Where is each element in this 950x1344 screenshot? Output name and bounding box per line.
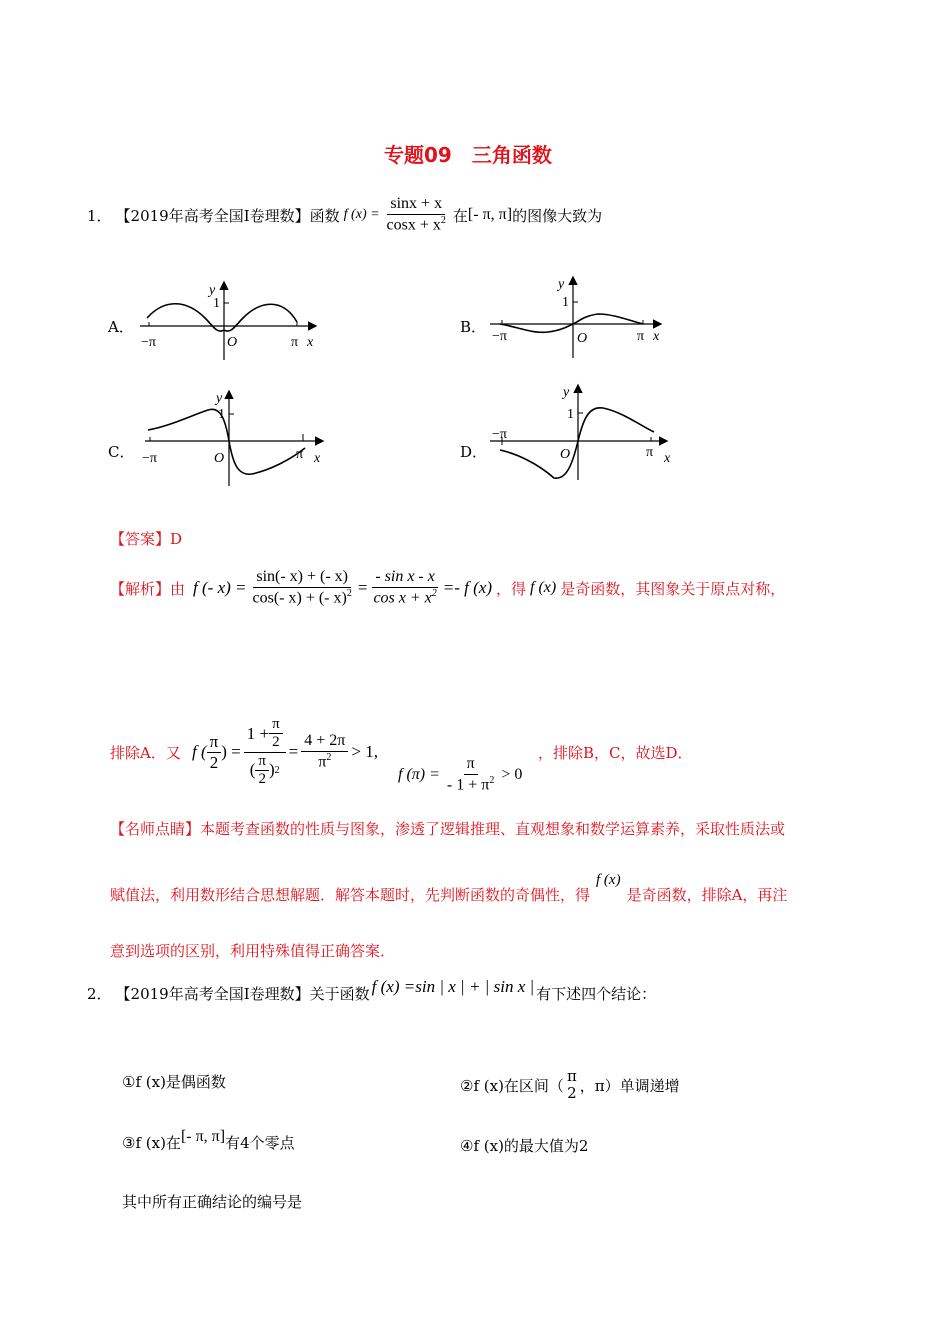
q1-numerator: sinx + x <box>387 195 445 214</box>
fpi-den <box>444 775 497 795</box>
den-exp: 2 <box>274 764 280 776</box>
inner-2: 2 <box>272 734 280 751</box>
pi-label: π <box>646 445 654 460</box>
analysis-lhs <box>193 578 246 598</box>
line2-gt0: > 0 <box>501 766 523 783</box>
analysis-mid: ，得 <box>496 579 527 598</box>
o-label: O <box>560 447 571 462</box>
analysis-frac-1-exp: 2 <box>346 587 352 599</box>
curve-c <box>148 409 305 474</box>
q1-interval: [- π, π] <box>467 206 513 223</box>
page-title: 专题09 三角函数 <box>384 143 552 167</box>
fpi-den-text: - 1 + π <box>446 776 490 794</box>
q1-den-text: cosx + x <box>386 216 441 234</box>
fpi-den-exp: 2 <box>489 774 495 786</box>
note-tag: 【名师点睛】 <box>110 820 201 838</box>
q1-note-1 <box>110 818 785 839</box>
negpi-label: −π <box>492 427 507 442</box>
analysis-frac-2-den-text: cos x + x <box>373 589 432 607</box>
den-pi: π <box>255 753 269 771</box>
analysis-eq: = <box>357 578 368 597</box>
c3-a: ③f (x)在 <box>122 1133 181 1152</box>
option-b-graph <box>488 272 673 362</box>
line2-eq: = <box>288 742 299 761</box>
analysis-fx: f (x) <box>530 579 557 596</box>
analysis-frac-2 <box>370 568 439 607</box>
big-frac-den <box>247 753 283 789</box>
one-label: 1 <box>213 296 220 311</box>
result-den-pi: π <box>318 753 327 771</box>
q2-func: f (x) =sin | x | + | sin x | <box>371 977 535 996</box>
x-label: x <box>653 329 660 344</box>
q2-lead: 关于函数 <box>309 984 370 1003</box>
q1-number: 1． <box>87 206 112 225</box>
pi-over-2-arg <box>207 732 222 772</box>
q2-stem <box>87 976 656 1010</box>
result-num: 4 + 2π <box>301 732 348 751</box>
x-label: x <box>314 451 321 466</box>
arg-2: 2 <box>209 752 219 772</box>
q2-number: 2． <box>87 984 112 1003</box>
line2-close: ) = <box>221 742 241 761</box>
q1-answer <box>110 528 182 549</box>
q1-source: 【2019年高考全国Ⅰ卷理数】 <box>115 206 310 225</box>
inner-frac <box>269 716 283 752</box>
curve-a <box>147 304 297 331</box>
o-label: O <box>227 335 238 350</box>
q2-source: 【2019年高考全国Ⅰ卷理数】 <box>115 984 310 1003</box>
analysis-frac-1 <box>250 568 355 607</box>
result-frac <box>301 732 348 771</box>
analysis-frac-1-den <box>250 588 355 608</box>
fpi-num: π <box>464 755 478 774</box>
option-b-label: B． <box>460 318 487 336</box>
arg-pi: π <box>207 732 222 753</box>
pi-label: π <box>637 329 645 344</box>
one-label: 1 <box>562 295 569 310</box>
x-label: x <box>307 335 314 350</box>
q1-fraction <box>384 195 449 234</box>
analysis-frac-2-num: - sin x - x <box>372 568 438 587</box>
q1-stem <box>87 190 602 240</box>
q1-lead: 函数 <box>309 206 340 225</box>
q1-tail: 的图像大致为 <box>512 206 603 225</box>
analysis-frac-2-exp: 2 <box>431 587 437 599</box>
line2-b: ，排除B，C，故选D． <box>538 744 693 762</box>
one-label: 1 <box>567 407 574 422</box>
den-2: 2 <box>258 770 266 787</box>
c3-int: [- π, π] <box>180 1128 226 1145</box>
analysis-frac-1-den-text: cos(- x) + (- x) <box>252 589 347 607</box>
option-c-label: C． <box>108 443 135 461</box>
inner-pi: π <box>269 716 283 734</box>
analysis-lhs-text: f (- x) = <box>193 578 247 597</box>
q1-analysis-1 <box>110 562 785 614</box>
den-frac <box>255 753 269 789</box>
paren-open: ( <box>249 760 256 780</box>
pi-label: π <box>296 447 304 462</box>
negpi-label: −π <box>141 335 156 350</box>
paren-close: ) <box>268 760 275 780</box>
analysis-frac-2-den <box>370 588 439 608</box>
note-2b: 是奇函数，排除A，再注 <box>626 885 788 904</box>
curve-d <box>500 408 654 478</box>
result-den-exp: 2 <box>326 751 332 763</box>
conclusion-3 <box>122 1128 295 1156</box>
c2-frac <box>564 1068 580 1103</box>
y-label: y <box>216 391 223 406</box>
option-c-graph <box>140 388 330 488</box>
o-label: O <box>577 331 588 346</box>
fpi-frac <box>444 755 497 794</box>
q1-denominator <box>384 215 449 235</box>
analysis-frac-1-num: sin(- x) + (- x) <box>253 568 351 587</box>
answer-value: D <box>170 530 183 548</box>
curve-b <box>500 314 643 332</box>
c2-pi: π <box>566 1066 577 1085</box>
q2-ask: 其中所有正确结论的编号是 <box>122 1193 303 1211</box>
option-a-graph <box>135 278 325 363</box>
one-label: 1 <box>218 407 225 422</box>
q1-note-2 <box>110 871 788 914</box>
q1-den-exp: 2 <box>440 214 446 226</box>
note-fx: f (x) <box>596 871 621 888</box>
option-a-label: A． <box>108 318 134 336</box>
analysis-end: 是奇函数，其图象关于原点对称， <box>560 579 786 598</box>
y-label: y <box>563 385 570 400</box>
analysis-tag: 【解析】 <box>110 579 171 598</box>
note-1: 本题考查函数的性质与图象，渗透了逻辑推理、直观想象和数学运算素养，采取性质法或 <box>200 820 786 838</box>
result-den <box>315 752 334 772</box>
o-label: O <box>214 451 225 466</box>
big-frac-num <box>244 716 286 753</box>
q1-note-3: 意到选项的区别，利用特殊值得正确答案． <box>110 942 396 960</box>
pi-label: π <box>291 335 299 350</box>
q1-on: 在 <box>452 206 468 225</box>
conclusion-1: ①f (x)是偶函数 <box>122 1073 226 1091</box>
c2-b: ，π）单调递增 <box>579 1077 680 1095</box>
line2-f: f ( <box>192 742 207 761</box>
conclusion-4: ④f (x)的最大值为2 <box>460 1137 589 1155</box>
analysis-rhs: =- f (x) <box>442 578 492 597</box>
x-label: x <box>664 451 671 466</box>
q1-fx: f (x) = <box>343 207 380 222</box>
analysis-by: 由 <box>170 579 186 598</box>
big-frac <box>244 716 286 788</box>
line2-fpi: f (π) = <box>398 766 440 783</box>
f-pi <box>398 752 522 798</box>
option-d-graph <box>488 382 678 482</box>
q2-tail: 有下述四个结论： <box>536 984 657 1003</box>
y-label: y <box>209 283 216 298</box>
note-2a: 赋值法，利用数形结合思想解题．解答本题时，先判断函数的奇偶性，得 <box>110 885 591 904</box>
option-d-label: D． <box>460 443 488 461</box>
negpi-label: −π <box>142 451 157 466</box>
line2-gt: > 1, <box>351 742 378 761</box>
answer-tag: 【答案】 <box>110 530 171 548</box>
line2-a: 排除A．又 <box>110 744 181 762</box>
y-label: y <box>558 277 565 292</box>
one-plus: 1 + <box>246 723 270 743</box>
f-pi-over-2 <box>192 708 378 796</box>
c2-a: ②f (x)在区间（ <box>460 1077 564 1095</box>
c3-b: 有4个零点 <box>225 1133 295 1152</box>
conclusion-2 <box>460 1040 680 1102</box>
c2-2: 2 <box>567 1083 577 1102</box>
negpi-label: −π <box>492 329 507 344</box>
